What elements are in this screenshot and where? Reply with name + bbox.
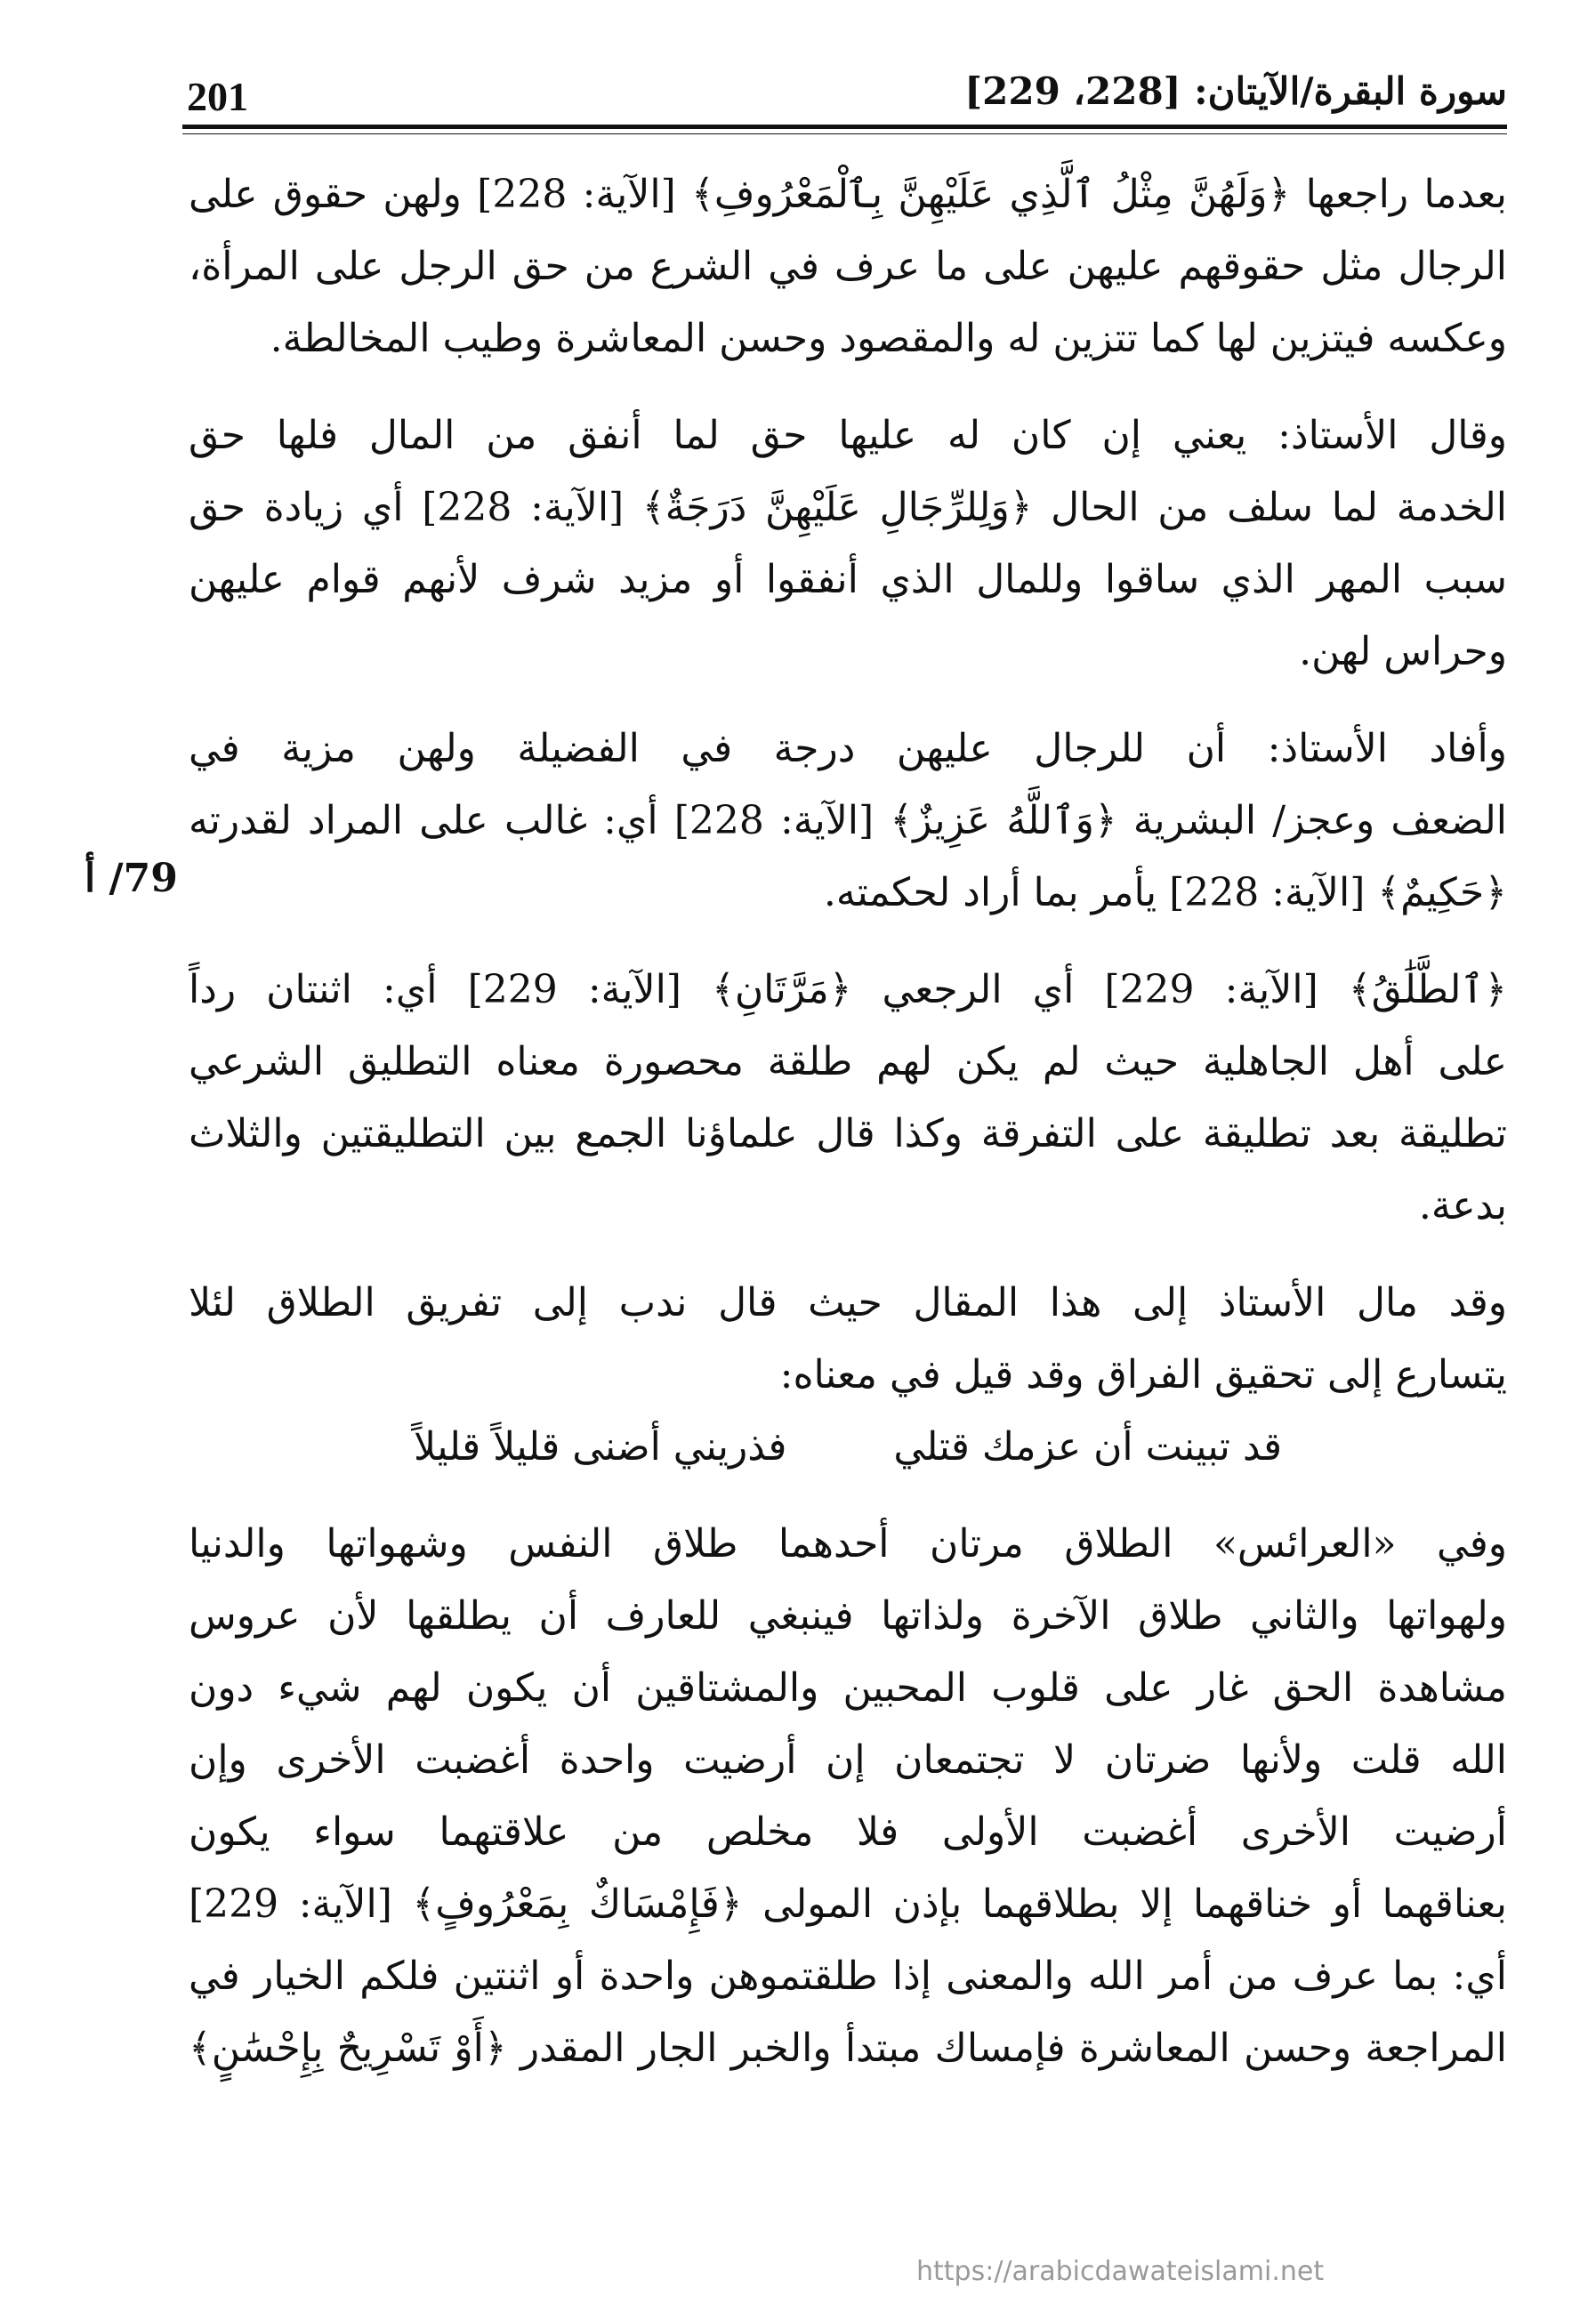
paragraph-1: [189, 158, 1507, 375]
header-rule: [182, 125, 1507, 134]
text-line: الله قلت ولأنها ضرتان لا تجتمعان إن أرضيت واحدة أغضبت الأخرى وإن: [189, 1737, 1507, 1783]
paragraph-3: [189, 713, 1507, 929]
text-line: الرجال مثل حقوقهم عليهن على ما عرف في الشرع من حق الرجل على المرأة،: [189, 244, 1507, 289]
paragraph-2: [189, 399, 1507, 688]
text-line: على أهل الجاهلية حيث لم يكن لهم طلقة محصورة معناه التطليق الشرعي: [189, 1039, 1507, 1084]
text-line: أي: بما عرف من أمر الله والمعنى إذا طلقتموهن واحدة أو اثنتين فلكم الخيار في: [189, 1953, 1507, 1999]
text-line: يتسارع إلى تحقيق الفراق وقد قيل في معناه:: [779, 1352, 1507, 1398]
margin-folio-note: 79/ أ: [85, 856, 178, 901]
text-line: ﴿حَكِيمٌ﴾ [الآية: 228] يأمر بما أراد لحكمته.: [823, 870, 1507, 915]
text-line: الضعف وعجز/ البشرية ﴿وَٱللَّهُ عَزِيزٌ﴾ [الآية: 228] أي: غالب على المراد لقدرته: [189, 798, 1507, 843]
text-line: الخدمة لما سلف من الحال ﴿وَلِلرِّجَالِ عَلَيْهِنَّ دَرَجَةٌ﴾ [الآية: 228] أي زيادة حق: [189, 485, 1507, 530]
text-line: وأفاد الأستاذ: أن للرجال عليهن درجة في الفضيلة ولهن مزية في: [189, 726, 1507, 771]
page-body: [189, 158, 1507, 2109]
text-line: وعكسه فيتزين لها كما تتزين له والمقصود وحسن المعاشرة وطيب المخالطة.: [270, 316, 1507, 361]
text-line: وفي «العرائس» الطلاق مرتان أحدهما طلاق النفس وشهواتها والدنيا: [189, 1521, 1507, 1567]
verse-second-hemistich: فذريني أضنى قليلاً قليلاً: [414, 1424, 787, 1470]
paragraph-6: [189, 1508, 1507, 2084]
text-line: أرضيت الأخرى أغضبت الأولى فلا مخلص من علاقتهما سواء يكون: [189, 1809, 1507, 1855]
running-header-title: سورة البقرة/الآيتان: [228، 229]: [964, 69, 1507, 113]
text-line: وحراس لهن.: [1299, 629, 1507, 674]
text-line: وقد مال الأستاذ إلى هذا المقال حيث قال ندب إلى تفريق الطلاق لئلا: [189, 1280, 1507, 1325]
watermark-url: https://arabicdawateislami.net: [916, 2256, 1325, 2287]
text-line: مشاهدة الحق غار على قلوب المحبين والمشتاقين أن يكون لهم شيء دون: [189, 1665, 1507, 1711]
text-line: تطليقة بعد تطليقة على التفرقة وكذا قال علماؤنا الجمع بين التطليقتين والثلاث: [189, 1111, 1507, 1156]
text-line: ولهواتها والثاني طلاق الآخرة ولذاتها فينبغي للعارف أن يطلقها لأن عروس: [189, 1593, 1507, 1639]
page-number: 201: [187, 74, 248, 119]
text-line: بعدما راجعها ﴿وَلَهُنَّ مِثْلُ ٱلَّذِي عَلَيْهِنَّ بِٱلْمَعْرُوفِ﴾ [الآية: 228] ولهن حقوق على: [189, 172, 1507, 217]
text-line: بعناقهما أو خناقهما إلا بطلاقهما بإذن المولى ﴿فَإِمْسَاكٌ بِمَعْرُوفٍ﴾ [الآية: 229]: [189, 1881, 1507, 1927]
text-line: ﴿ٱلطَّلَٰقُ﴾ [الآية: 229] أي الرجعي ﴿مَرَّتَانِ﴾ [الآية: 229] أي: اثنتان رداً: [189, 967, 1507, 1012]
text-line: المراجعة وحسن المعاشرة فإمساك مبتدأ والخبر الجار المقدر ﴿أَوْ تَسْرِيحٌ بِإِحْسَٰنٍ﴾: [189, 2026, 1507, 2071]
text-line: وقال الأستاذ: يعني إن كان له عليها حق لما أنفق من المال فلها حق: [189, 413, 1507, 458]
paragraph-5: [189, 1267, 1507, 1411]
poetry-verse: [189, 1411, 1507, 1483]
paragraph-4: [189, 954, 1507, 1242]
text-line: سبب المهر الذي ساقوا وللمال الذي أنفقوا أو مزيد شرف لأنهم قوام عليهن: [189, 557, 1507, 602]
text-line: بدعة.: [1418, 1183, 1507, 1228]
verse-first-hemistich: قد تبينت أن عزمك قتلي: [893, 1424, 1282, 1470]
